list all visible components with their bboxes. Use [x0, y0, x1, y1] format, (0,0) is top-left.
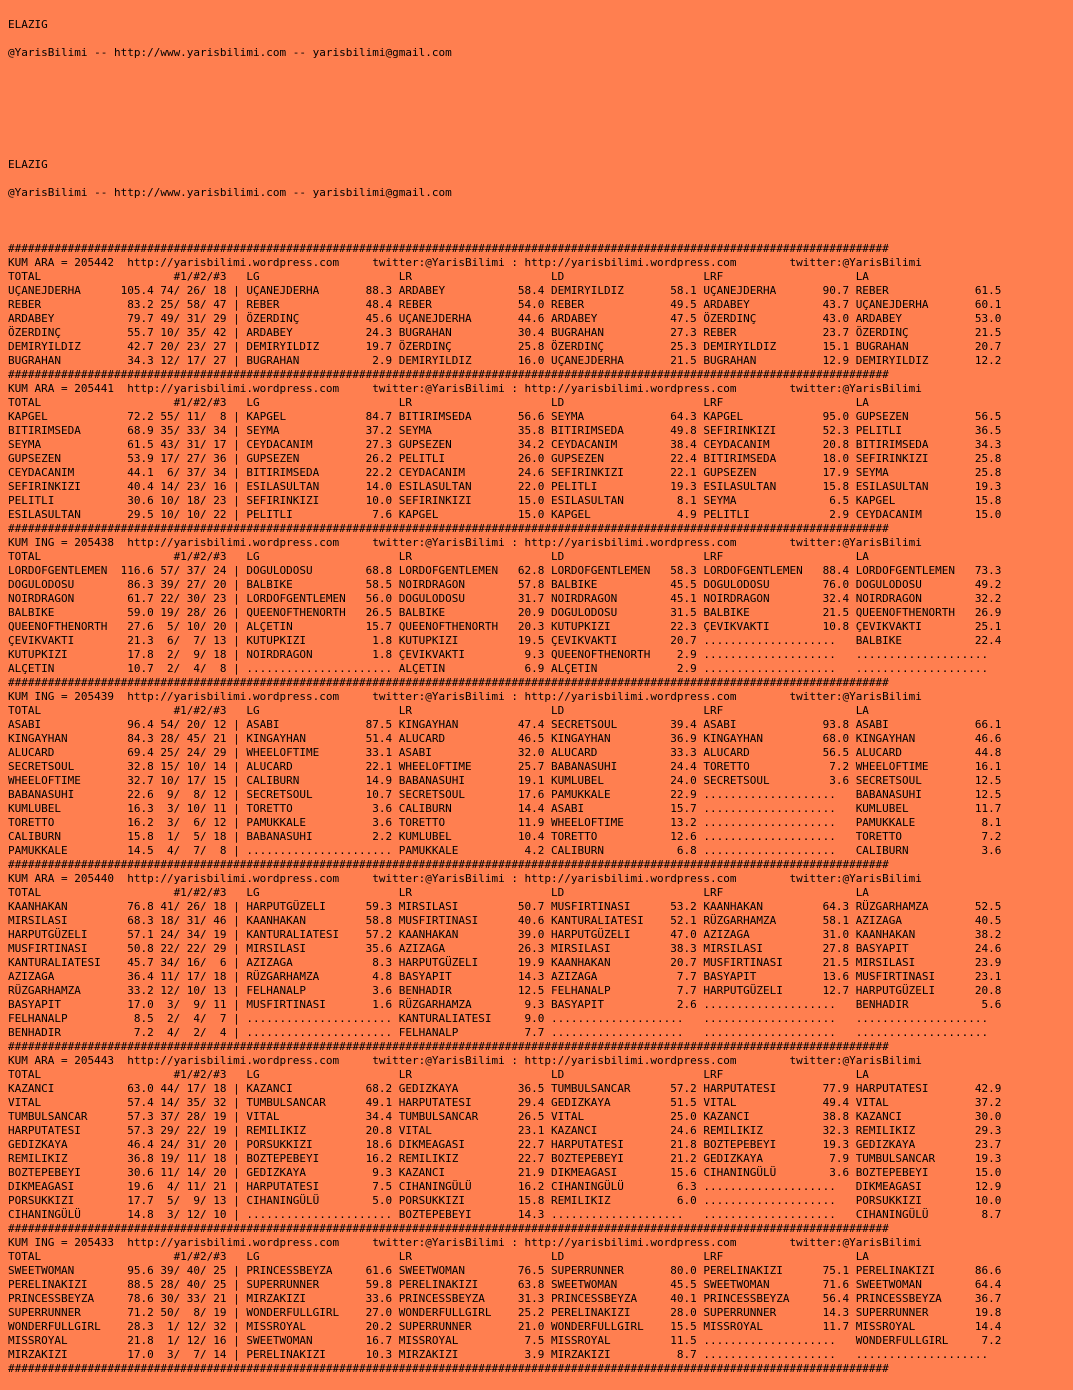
race-header: KUM ARA = 205443 http://yarisbilimi.wordpress.com twitter:@YarisBilimi : http://yarisbilimi.wordpress.com twitter:@YarisBilimi: [8, 1054, 922, 1067]
table-row: SWEETWOMAN 95.6 39/ 40/ 25 | PRINCESSBEYZA 61.6 SWEETWOMAN 76.5 SUPERRUNNER 80.0 PERELINAKIZI 75.1 PERELINAKIZI 86.6: [8, 1264, 1002, 1277]
table-row: BABANASUHI 22.6 9/ 8/ 12 | SECRETSOUL 10.7 SECRETSOUL 17.6 PAMUKKALE 22.9 .................... BABANASUHI 12.5: [8, 788, 1002, 801]
table-row: ÇEVIKVAKTI 21.3 6/ 7/ 13 | KUTUPKIZI 1.8 KUTUPKIZI 19.5 ÇEVIKVAKTI 20.7 .................... BALBIKE 22.4: [8, 634, 1002, 647]
table-row: HARPUTGÜZELI 57.1 24/ 34/ 19 | KANTURALIATESI 57.2 KAANHAKAN 39.0 HARPUTGÜZELI 47.0 AZIZAGA 31.0 KAANHAKAN 38.2: [8, 928, 1002, 941]
table-row: FELHANALP 8.5 2/ 4/ 7 | ...................... KANTURALIATESI 9.0 .................... .................... ....................: [8, 1012, 1002, 1025]
table-row: BALBIKE 59.0 19/ 28/ 26 | QUEENOFTHENORTH 26.5 BALBIKE 20.9 DOGULODOSU 31.5 BALBIKE 21.5 QUEENOFTHENORTH 26.9: [8, 606, 1002, 619]
table-row: BASYAPIT 17.0 3/ 9/ 11 | MUSFIRTINASI 1.6 RÜZGARHAMZA 9.3 BASYAPIT 2.6 .................... BENHADIR 5.6: [8, 998, 1002, 1011]
table-row: SEFIRINKIZI 40.4 14/ 23/ 16 | ESILASULTAN 14.0 ESILASULTAN 22.0 PELITLI 19.3 ESILASULTAN 15.8 ESILASULTAN 19.3: [8, 480, 1002, 493]
table-row: PERELINAKIZI 88.5 28/ 40/ 25 | SUPERRUNNER 59.8 PERELINAKIZI 63.8 SWEETWOMAN 45.5 SWEETWOMAN 71.6 SWEETWOMAN 64.4: [8, 1278, 1002, 1291]
table-row: REMILIKIZ 36.8 19/ 11/ 18 | BOZTEPEBEYI 16.2 REMILIKIZ 22.7 BOZTEPEBEYI 21.2 GEDIZKAYA 7.9 TUMBULSANCAR 19.3: [8, 1152, 1002, 1165]
table-row: BITIRIMSEDA 68.9 35/ 33/ 34 | SEYMA 37.2 SEYMA 35.8 BITIRIMSEDA 49.8 SEFIRINKIZI 52.3 PELITLI 36.5: [8, 424, 1002, 437]
table-row: MUSFIRTINASI 50.8 22/ 22/ 29 | MIRSILASI 35.6 AZIZAGA 26.3 MIRSILASI 38.3 MIRSILASI 27.8 BASYAPIT 24.6: [8, 942, 1002, 955]
section-separator: #####################################################################################################################################: [8, 1040, 889, 1053]
table-row: KANTURALIATESI 45.7 34/ 16/ 6 | AZIZAGA 8.3 HARPUTGÜZELI 19.9 KAANHAKAN 20.7 MUSFIRTINASI 21.5 MIRSILASI 23.9: [8, 956, 1002, 969]
column-header: TOTAL #1/#2/#3 LG LR LD LRF LA: [8, 886, 869, 899]
column-header: TOTAL #1/#2/#3 LG LR LD LRF LA: [8, 396, 869, 409]
race-header: KUM ING = 205439 http://yarisbilimi.wordpress.com twitter:@YarisBilimi : http://yarisbilimi.wordpress.com twitter:@YarisBilimi: [8, 690, 922, 703]
column-header: TOTAL #1/#2/#3 LG LR LD LRF LA: [8, 704, 869, 717]
column-header: TOTAL #1/#2/#3 LG LR LD LRF LA: [8, 550, 869, 563]
header-city: ELAZIG: [8, 18, 48, 31]
table-row: SEYMA 61.5 43/ 31/ 17 | CEYDACANIM 27.3 GUPSEZEN 34.2 CEYDACANIM 38.4 CEYDACANIM 20.8 BITIRIMSEDA 34.3: [8, 438, 1002, 451]
table-row: VITAL 57.4 14/ 35/ 32 | TUMBULSANCAR 49.1 HARPUTATESI 29.4 GEDIZKAYA 51.5 VITAL 49.4 VITAL 37.2: [8, 1096, 1002, 1109]
section-separator: #####################################################################################################################################: [8, 676, 889, 689]
table-row: TUMBULSANCAR 57.3 37/ 28/ 19 | VITAL 34.4 TUMBULSANCAR 26.5 VITAL 25.0 KAZANCI 38.8 KAZANCI 30.0: [8, 1110, 1002, 1123]
table-row: ÖZERDINÇ 55.7 10/ 35/ 42 | ARDABEY 24.3 BUGRAHAN 30.4 BUGRAHAN 27.3 REBER 23.7 ÖZERDINÇ 21.5: [8, 326, 1002, 339]
column-header: TOTAL #1/#2/#3 LG LR LD LRF LA: [8, 270, 869, 283]
column-header: TOTAL #1/#2/#3 LG LR LD LRF LA: [8, 1250, 869, 1263]
table-row: RÜZGARHAMZA 33.2 12/ 10/ 13 | FELHANALP 3.6 BENHADIR 12.5 FELHANALP 7.7 HARPUTGÜZELI 12.7 HARPUTGÜZELI 20.8: [8, 984, 1002, 997]
table-row: CIHANINGÜLÜ 14.8 3/ 12/ 10 | ...................... BOZTEPEBEYI 14.3 .................... .................... CIHANINGÜLÜ 8.7: [8, 1208, 1002, 1221]
table-row: BUGRAHAN 34.3 12/ 17/ 27 | BUGRAHAN 2.9 DEMIRYILDIZ 16.0 UÇANEJDERHA 21.5 BUGRAHAN 12.9 DEMIRYILDIZ 12.2: [8, 354, 1002, 367]
table-row: MIRZAKIZI 17.0 3/ 7/ 14 | PERELINAKIZI 10.3 MIRZAKIZI 3.9 MIRZAKIZI 8.7 .................... ....................: [8, 1348, 1002, 1361]
race-header: KUM ING = 205433 http://yarisbilimi.wordpress.com twitter:@YarisBilimi : http://yarisbilimi.wordpress.com twitter:@YarisBilimi: [8, 1236, 922, 1249]
table-row: CEYDACANIM 44.1 6/ 37/ 34 | BITIRIMSEDA 22.2 CEYDACANIM 24.6 SEFIRINKIZI 22.1 GUPSEZEN 17.9 SEYMA 25.8: [8, 466, 1002, 479]
section-separator: #####################################################################################################################################: [8, 242, 889, 255]
table-row: DOGULODOSU 86.3 39/ 27/ 20 | BALBIKE 58.5 NOIRDRAGON 57.8 BALBIKE 45.5 DOGULODOSU 76.0 DOGULODOSU 49.2: [8, 578, 1002, 591]
header-contact: @YarisBilimi -- http://www.yarisbilimi.com -- yarisbilimi@gmail.com: [8, 46, 452, 59]
table-row: BENHADIR 7.2 4/ 2/ 4 | ...................... FELHANALP 7.7 .................... .................... ....................: [8, 1026, 1002, 1039]
header-contact-repeat: @YarisBilimi -- http://www.yarisbilimi.com -- yarisbilimi@gmail.com: [8, 186, 452, 199]
table-row: KAZANCI 63.0 44/ 17/ 18 | KAZANCI 68.2 GEDIZKAYA 36.5 TUMBULSANCAR 57.2 HARPUTATESI 77.9 HARPUTATESI 42.9: [8, 1082, 1002, 1095]
table-row: GUPSEZEN 53.9 17/ 27/ 36 | GUPSEZEN 26.2 PELITLI 26.0 GUPSEZEN 22.4 BITIRIMSEDA 18.0 SEFIRINKIZI 25.8: [8, 452, 1002, 465]
section-separator: #####################################################################################################################################: [8, 858, 889, 871]
table-row: REBER 83.2 25/ 58/ 47 | REBER 48.4 REBER 54.0 REBER 49.5 ARDABEY 43.7 UÇANEJDERHA 60.1: [8, 298, 1002, 311]
table-row: DIKMEAGASI 19.6 4/ 11/ 21 | HARPUTATESI 7.5 CIHANINGÜLÜ 16.2 CIHANINGÜLÜ 6.3 .................... DIKMEAGASI 12.9: [8, 1180, 1002, 1193]
race-header: KUM ARA = 205440 http://yarisbilimi.wordpress.com twitter:@YarisBilimi : http://yarisbilimi.wordpress.com twitter:@YarisBilimi: [8, 872, 922, 885]
table-row: PELITLI 30.6 10/ 18/ 23 | SEFIRINKIZI 10.0 SEFIRINKIZI 15.0 ESILASULTAN 8.1 SEYMA 6.5 KAPGEL 15.8: [8, 494, 1002, 507]
table-row: WONDERFULLGIRL 28.3 1/ 12/ 32 | MISSROYAL 20.2 SUPERRUNNER 21.0 WONDERFULLGIRL 15.5 MISSROYAL 11.7 MISSROYAL 14.4: [8, 1320, 1002, 1333]
table-row: PRINCESSBEYZA 78.6 30/ 33/ 21 | MIRZAKIZI 33.6 PRINCESSBEYZA 31.3 PRINCESSBEYZA 40.1 PRINCESSBEYZA 56.4 PRINCESSBEYZA 36.7: [8, 1292, 1002, 1305]
section-separator: #####################################################################################################################################: [8, 1222, 889, 1235]
race-header: KUM ARA = 205442 http://yarisbilimi.wordpress.com twitter:@YarisBilimi : http://yarisbilimi.wordpress.com twitter:@YarisBilimi: [8, 256, 922, 269]
table-row: KAPGEL 72.2 55/ 11/ 8 | KAPGEL 84.7 BITIRIMSEDA 56.6 SEYMA 64.3 KAPGEL 95.0 GUPSEZEN 56.5: [8, 410, 1002, 423]
table-row: SUPERRUNNER 71.2 50/ 8/ 19 | WONDERFULLGIRL 27.0 WONDERFULLGIRL 25.2 PERELINAKIZI 28.0 SUPERRUNNER 14.3 SUPERRUNNER 19.8: [8, 1306, 1002, 1319]
table-row: ALÇETIN 10.7 2/ 4/ 8 | ...................... ALÇETIN 6.9 ALÇETIN 2.9 .................... ....................: [8, 662, 1002, 675]
section-separator: #####################################################################################################################################: [8, 368, 889, 381]
table-row: AZIZAGA 36.4 11/ 17/ 18 | RÜZGARHAMZA 4.8 BASYAPIT 14.3 AZIZAGA 7.7 BASYAPIT 13.6 MUSFIRTINASI 23.1: [8, 970, 1002, 983]
race-header: KUM ARA = 205441 http://yarisbilimi.wordpress.com twitter:@YarisBilimi : http://yarisbilimi.wordpress.com twitter:@YarisBilimi: [8, 382, 922, 395]
table-row: HARPUTATESI 57.3 29/ 22/ 19 | REMILIKIZ 20.8 VITAL 23.1 KAZANCI 24.6 REMILIKIZ 32.3 REMILIKIZ 29.3: [8, 1124, 1002, 1137]
table-row: CALIBURN 15.8 1/ 5/ 18 | BABANASUHI 2.2 KUMLUBEL 10.4 TORETTO 12.6 .................... TORETTO 7.2: [8, 830, 1002, 843]
table-row: SECRETSOUL 32.8 15/ 10/ 14 | ALUCARD 22.1 WHEELOFTIME 25.7 BABANASUHI 24.4 TORETTO 7.2 WHEELOFTIME 16.1: [8, 760, 1002, 773]
table-row: GEDIZKAYA 46.4 24/ 31/ 20 | PORSUKKIZI 18.6 DIKMEAGASI 22.7 HARPUTATESI 21.8 BOZTEPEBEYI 19.3 GEDIZKAYA 23.7: [8, 1138, 1002, 1151]
table-row: PORSUKKIZI 17.7 5/ 9/ 13 | CIHANINGÜLÜ 5.0 PORSUKKIZI 15.8 REMILIKIZ 6.0 .................... PORSUKKIZI 10.0: [8, 1194, 1002, 1207]
table-row: UÇANEJDERHA 105.4 74/ 26/ 18 | UÇANEJDERHA 88.3 ARDABEY 58.4 DEMIRYILDIZ 58.1 UÇANEJDERHA 90.7 REBER 61.5: [8, 284, 1002, 297]
table-row: BOZTEPEBEYI 30.6 11/ 14/ 20 | GEDIZKAYA 9.3 KAZANCI 21.9 DIKMEAGASI 15.6 CIHANINGÜLÜ 3.6 BOZTEPEBEYI 15.0: [8, 1166, 1002, 1179]
race-header: KUM ING = 205438 http://yarisbilimi.wordpress.com twitter:@YarisBilimi : http://yarisbilimi.wordpress.com twitter:@YarisBilimi: [8, 536, 922, 549]
table-row: MIRSILASI 68.3 18/ 31/ 46 | KAANHAKAN 58.8 MUSFIRTINASI 40.6 KANTURALIATESI 52.1 RÜZGARHAMZA 58.1 AZIZAGA 40.5: [8, 914, 1002, 927]
section-separator: #####################################################################################################################################: [8, 522, 889, 535]
section-separator: #####################################################################################################################################: [8, 1362, 889, 1375]
table-row: ASABI 96.4 54/ 20/ 12 | ASABI 87.5 KINGAYHAN 47.4 SECRETSOUL 39.4 ASABI 93.8 ASABI 66.1: [8, 718, 1002, 731]
column-header: TOTAL #1/#2/#3 LG LR LD LRF LA: [8, 1068, 869, 1081]
table-row: QUEENOFTHENORTH 27.6 5/ 10/ 20 | ALÇETIN 15.7 QUEENOFTHENORTH 20.3 KUTUPKIZI 22.3 ÇEVIKVAKTI 10.8 ÇEVIKVAKTI 25.1: [8, 620, 1002, 633]
table-row: NOIRDRAGON 61.7 22/ 30/ 23 | LORDOFGENTLEMEN 56.0 DOGULODOSU 31.7 NOIRDRAGON 45.1 NOIRDRAGON 32.4 NOIRDRAGON 32.2: [8, 592, 1002, 605]
table-row: KUTUPKIZI 17.8 2/ 9/ 18 | NOIRDRAGON 1.8 ÇEVIKVAKTI 9.3 QUEENOFTHENORTH 2.9 .................... ....................: [8, 648, 1002, 661]
header-city-repeat: ELAZIG: [8, 158, 48, 171]
table-row: LORDOFGENTLEMEN 116.6 57/ 37/ 24 | DOGULODOSU 68.8 LORDOFGENTLEMEN 62.8 LORDOFGENTLEMEN 58.3 LORDOFGENTLEMEN 88.4 LORDOFGENTLEMEN 73.3: [8, 564, 1002, 577]
race-tables: [8, 242, 1073, 1376]
table-row: PAMUKKALE 14.5 4/ 7/ 8 | ...................... PAMUKKALE 4.2 CALIBURN 6.8 .................... CALIBURN 3.6: [8, 844, 1002, 857]
table-row: DEMIRYILDIZ 42.7 20/ 23/ 27 | DEMIRYILDIZ 19.7 ÖZERDINÇ 25.8 ÖZERDINÇ 25.3 DEMIRYILDIZ 15.1 BUGRAHAN 20.7: [8, 340, 1002, 353]
table-row: ARDABEY 79.7 49/ 31/ 29 | ÖZERDINÇ 45.6 UÇANEJDERHA 44.6 ARDABEY 47.5 ÖZERDINÇ 43.0 ARDABEY 53.0: [8, 312, 1002, 325]
table-row: MISSROYAL 21.8 1/ 12/ 16 | SWEETWOMAN 16.7 MISSROYAL 7.5 MISSROYAL 11.5 .................... WONDERFULLGIRL 7.2: [8, 1334, 1002, 1347]
table-row: ESILASULTAN 29.5 10/ 10/ 22 | PELITLI 7.6 KAPGEL 15.0 KAPGEL 4.9 PELITLI 2.9 CEYDACANIM 15.0: [8, 508, 1002, 521]
table-row: ALUCARD 69.4 25/ 24/ 29 | WHEELOFTIME 33.1 ASABI 32.0 ALUCARD 33.3 ALUCARD 56.5 ALUCARD 44.8: [8, 746, 1002, 759]
table-row: KINGAYHAN 84.3 28/ 45/ 21 | KINGAYHAN 51.4 ALUCARD 46.5 KINGAYHAN 36.9 KINGAYHAN 68.0 KINGAYHAN 46.6: [8, 732, 1002, 745]
table-row: KUMLUBEL 16.3 3/ 10/ 11 | TORETTO 3.6 CALIBURN 14.4 ASABI 15.7 .................... KUMLUBEL 11.7: [8, 802, 1002, 815]
table-row: KAANHAKAN 76.8 41/ 26/ 18 | HARPUTGÜZELI 59.3 MIRSILASI 50.7 MUSFIRTINASI 53.2 KAANHAKAN 64.3 RÜZGARHAMZA 52.5: [8, 900, 1002, 913]
table-row: TORETTO 16.2 3/ 6/ 12 | PAMUKKALE 3.6 TORETTO 11.9 WHEELOFTIME 13.2 .................... PAMUKKALE 8.1: [8, 816, 1002, 829]
table-row: WHEELOFTIME 32.7 10/ 17/ 15 | CALIBURN 14.9 BABANASUHI 19.1 KUMLUBEL 24.0 SECRETSOUL 3.6 SECRETSOUL 12.5: [8, 774, 1002, 787]
